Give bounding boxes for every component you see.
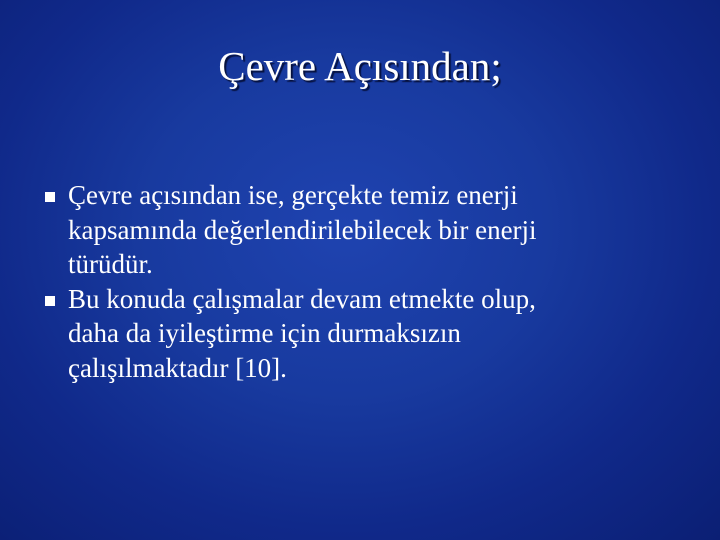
square-bullet-icon bbox=[45, 296, 55, 306]
bullet-text-line: Bu konuda çalışmalar devam etmekte olup, bbox=[68, 283, 536, 314]
square-bullet-icon bbox=[45, 192, 55, 202]
bullet-list bbox=[44, 178, 684, 385]
bullet-text-line: Çevre açısından ise, gerçekte temiz enerji bbox=[68, 180, 518, 210]
bullet-item-1 bbox=[44, 178, 684, 282]
bullet-text-line: daha da iyileştirme için durmaksızın bbox=[68, 318, 461, 348]
bullet-text-line: kapsamında değerlendirilebilecek bir enerji bbox=[68, 214, 537, 245]
bullet-text-line: türüdür. bbox=[68, 249, 153, 279]
slide-title: Çevre Açısından; bbox=[218, 43, 502, 89]
bullet-text-line: çalışılmaktadır [10]. bbox=[68, 352, 287, 383]
bullet-item-2 bbox=[44, 282, 684, 386]
